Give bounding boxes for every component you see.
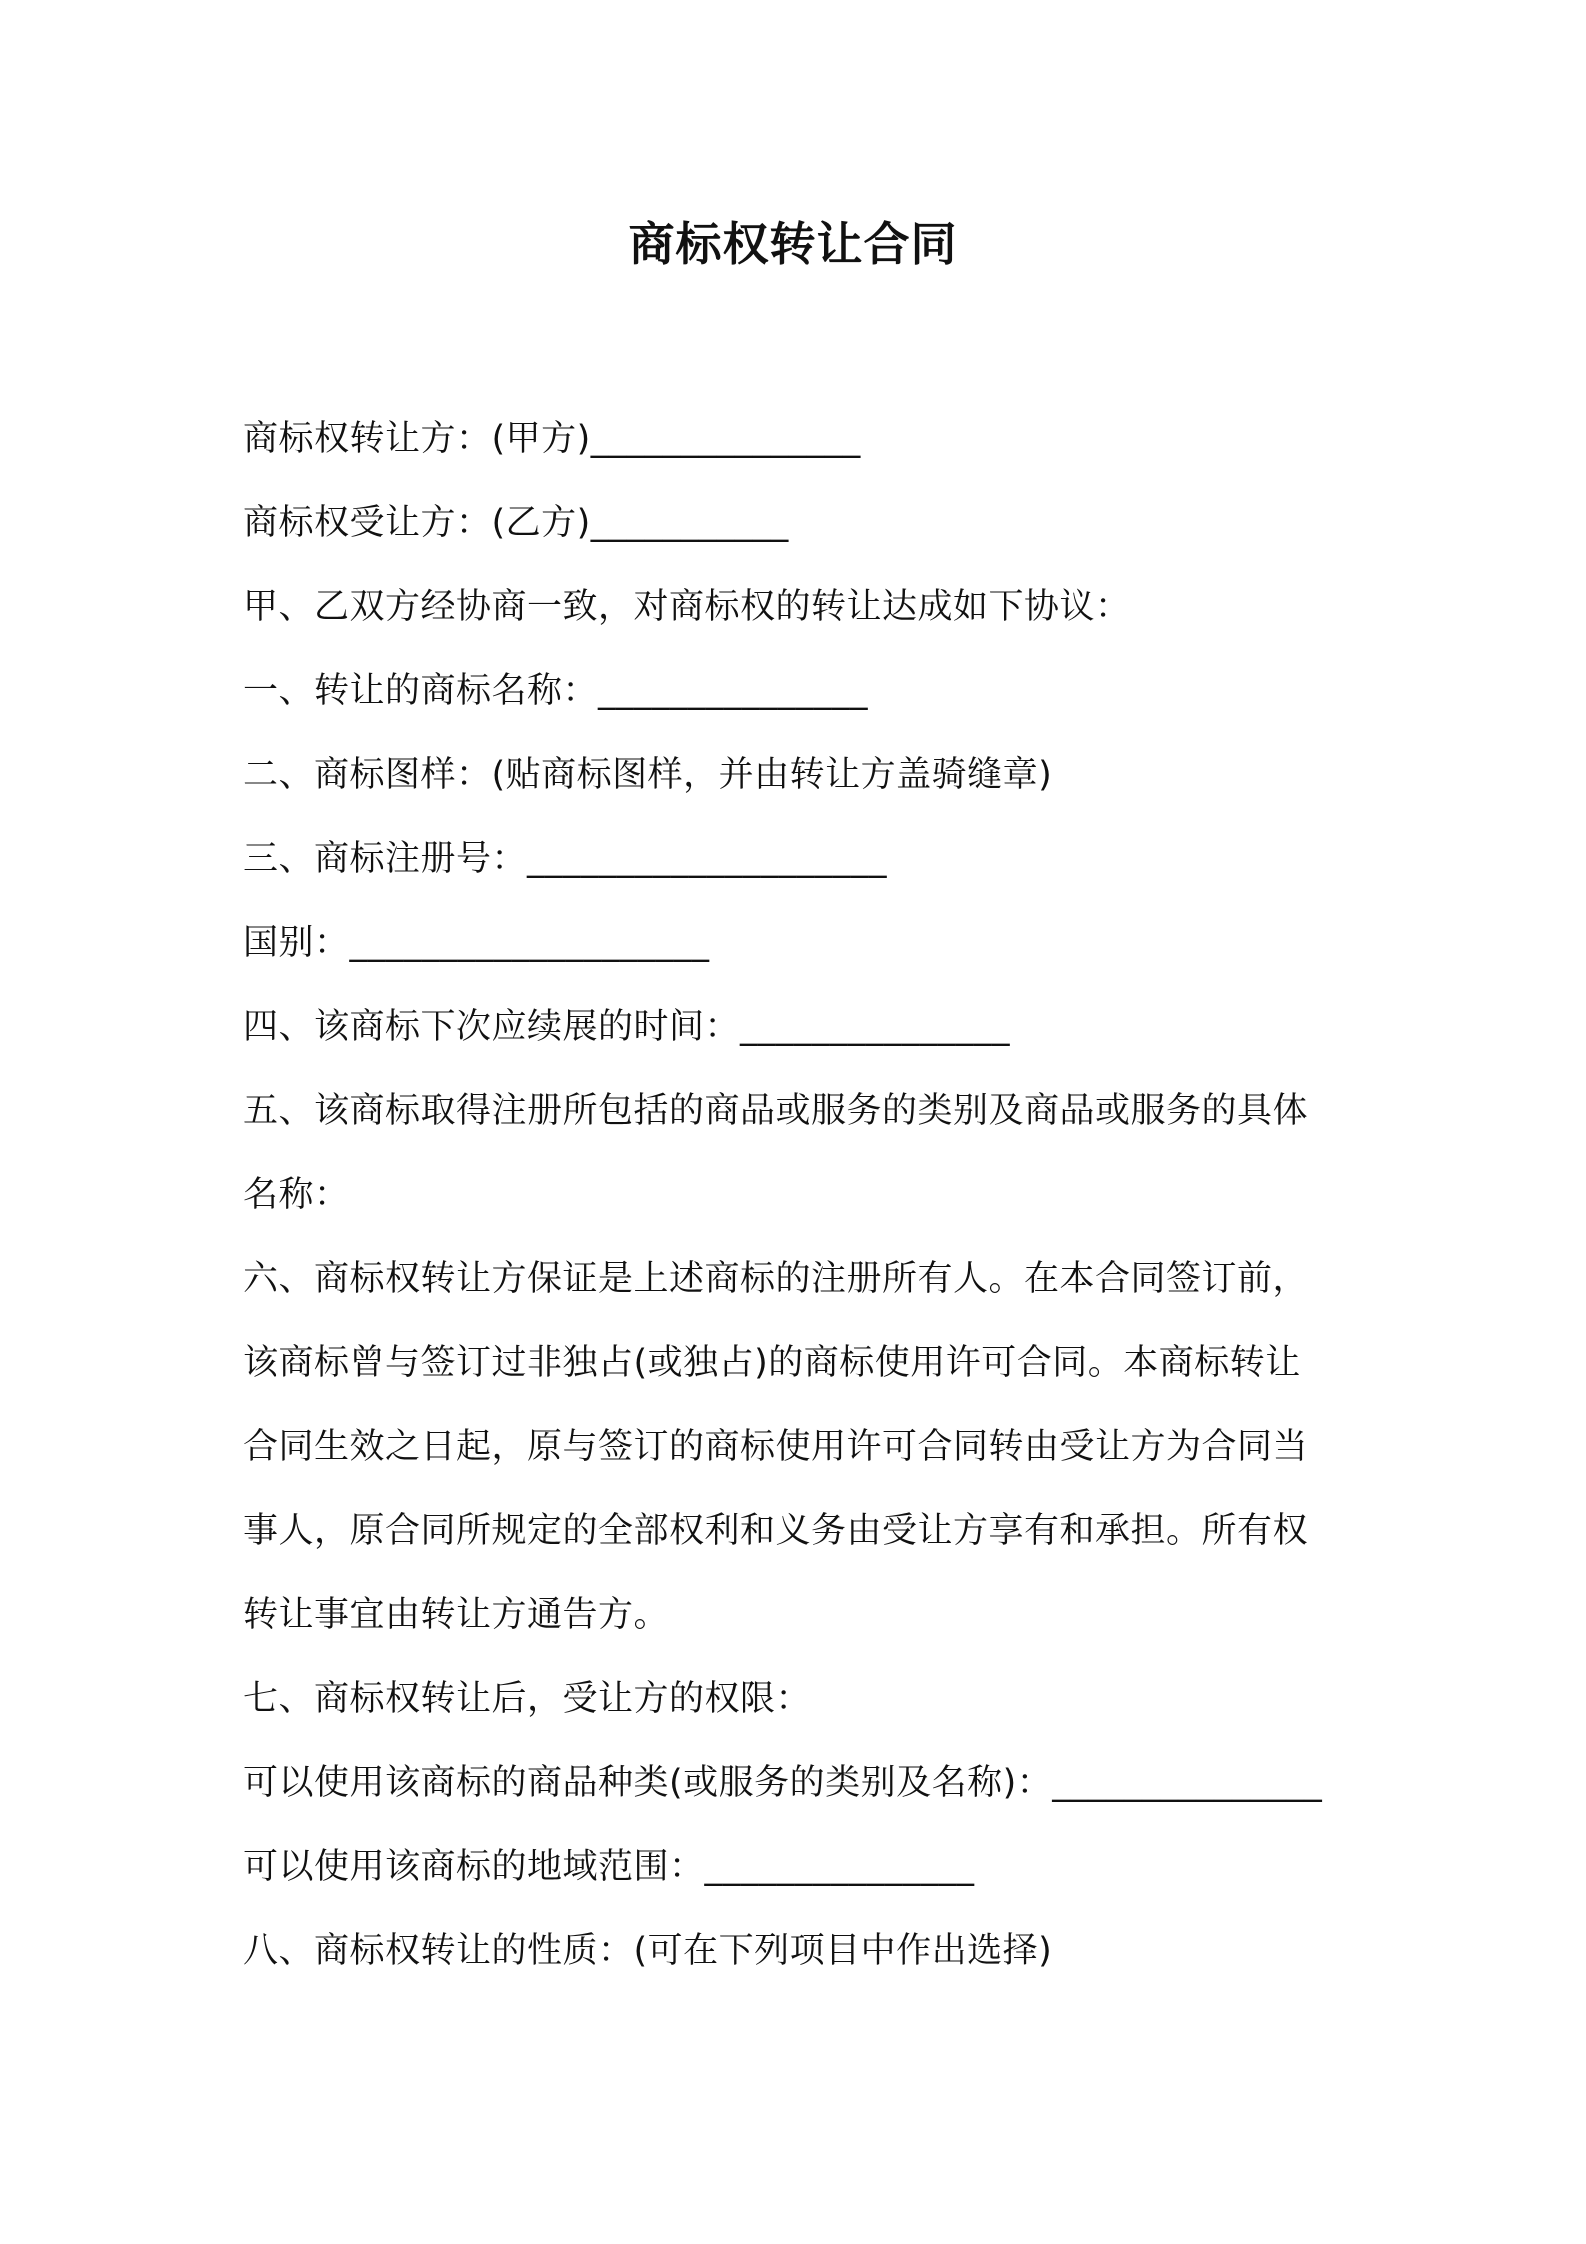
country-line: 国别：____________________	[243, 923, 710, 963]
clause-6-line-3: 合同生效之日起，原与签订的商标使用许可合同转由受让方为合同当	[243, 1427, 1309, 1467]
clause-2-trademark-sample: 二、商标图样：(贴商标图样，并由转让方盖骑缝章)	[243, 755, 1053, 795]
clause-7-region-scope: 可以使用该商标的地域范围：_______________	[243, 1847, 975, 1887]
clause-7-goods-scope: 可以使用该商标的商品种类(或服务的类别及名称)：_______________	[243, 1763, 1323, 1803]
clause-1-trademark-name: 一、转让的商标名称：_______________	[243, 671, 869, 711]
clause-6-line-2: 该商标曾与签订过非独占(或独占)的商标使用许可合同。本商标转让	[243, 1343, 1301, 1383]
contract-body	[243, 407, 1363, 2003]
transferee-line: 商标权受让方：(乙方)___________	[243, 503, 789, 543]
agreement-intro: 甲、乙双方经协商一致，对商标权的转让达成如下协议：	[243, 587, 1131, 627]
clause-5-goods-services: 五、该商标取得注册所包括的商品或服务的类别及商品或服务的具体	[243, 1091, 1309, 1131]
clause-6-line-5: 转让事宜由转让方通告方。	[243, 1595, 670, 1635]
clause-6-line-1: 六、商标权转让方保证是上述商标的注册所有人。在本合同签订前，	[243, 1259, 1309, 1299]
clause-5-continuation: 名称：	[243, 1175, 350, 1215]
clause-6-line-4: 事人，原合同所规定的全部权利和义务由受让方享有和承担。所有权	[243, 1511, 1309, 1551]
clause-8-nature: 八、商标权转让的性质：(可在下列项目中作出选择)	[243, 1931, 1053, 1971]
transferor-line: 商标权转让方：(甲方)_______________	[243, 419, 861, 459]
document-title: 商标权转让合同	[628, 217, 958, 271]
clause-3-registration-number: 三、商标注册号：____________________	[243, 839, 888, 879]
clause-4-renewal-time: 四、该商标下次应续展的时间：_______________	[243, 1007, 1011, 1047]
clause-7-rights: 七、商标权转让后，受让方的权限：	[243, 1679, 812, 1719]
